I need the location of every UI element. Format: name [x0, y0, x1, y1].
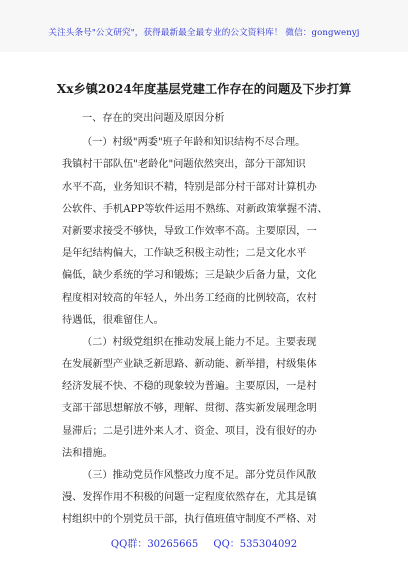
paragraph-line: 漫、发挥作用不积极的问题一定程度依然存在，尤其是镇	[62, 492, 317, 504]
paragraph-line: 水平不高，业务知识不精，特别是部分村干部对计算机办	[62, 181, 317, 193]
paragraph-line: 程度相对较高的年轻人，外出务工经商的比例较高，农村	[62, 292, 317, 304]
promo-header-link[interactable]: 关注头条号"公文研究"，获得最新最全最专业的公文资料库！ 微信：gongwenyj	[48, 28, 360, 38]
paragraph-line: 村组织中的个别党员干部，执行值班值守制度不严格、对	[62, 514, 317, 526]
paragraph-line: 对新要求接受不够快，导致工作效率不高。主要原因，一	[62, 225, 317, 237]
paragraph-line: 偏低，缺少系统的学习和锻炼；三是缺少后备力量，文化	[62, 270, 317, 282]
paragraph-line: 支部干部思想解放不够，理解、贯彻、落实新发展理念明	[62, 403, 317, 415]
paragraph-line: 在发展新型产业缺乏新思路、新动能、新举措，村级集体	[62, 359, 317, 371]
paragraph-line: 是年纪结构偏大，工作缺乏积极主动性；二是文化水平	[62, 248, 307, 260]
section-heading: 一、存在的突出问题及原因分析	[82, 113, 225, 124]
paragraph-line: （二）村级党组织在推动发展上能力不足。主要表现	[82, 336, 317, 348]
paragraph-line: 我镇村干部队伍"老龄化"问题依然突出，部分干部知识	[62, 159, 306, 171]
paragraph-line: （一）村级"两委"班子年龄和知识结构不尽合理。	[82, 137, 306, 149]
qq-group-link[interactable]: QQ群：30265665	[110, 539, 199, 550]
paragraph-line: 待遇低，很难留住人。	[62, 314, 164, 326]
document-title: Xx乡镇2024年度基层党建工作存在的问题及下步打算	[56, 82, 352, 96]
paragraph-line: （三）推动党员作风整改力度不足。部分党员作风散	[82, 470, 317, 481]
paragraph-line: 经济发展不快、不稳的现象较为普遍。主要原因，一是村	[62, 381, 317, 393]
paragraph-line: 显滞后；二是引进外来人才、资金、项目，没有很好的办	[62, 425, 317, 437]
contact-footer	[0, 535, 408, 550]
paragraph-line: 法和措施。	[62, 447, 113, 459]
document-body	[62, 108, 352, 532]
paragraph-line: 公软件、手机APP等软件运用不熟练、对新政策掌握不清、	[62, 203, 328, 215]
qq-contact-link[interactable]: QQ：535304092	[213, 539, 298, 550]
